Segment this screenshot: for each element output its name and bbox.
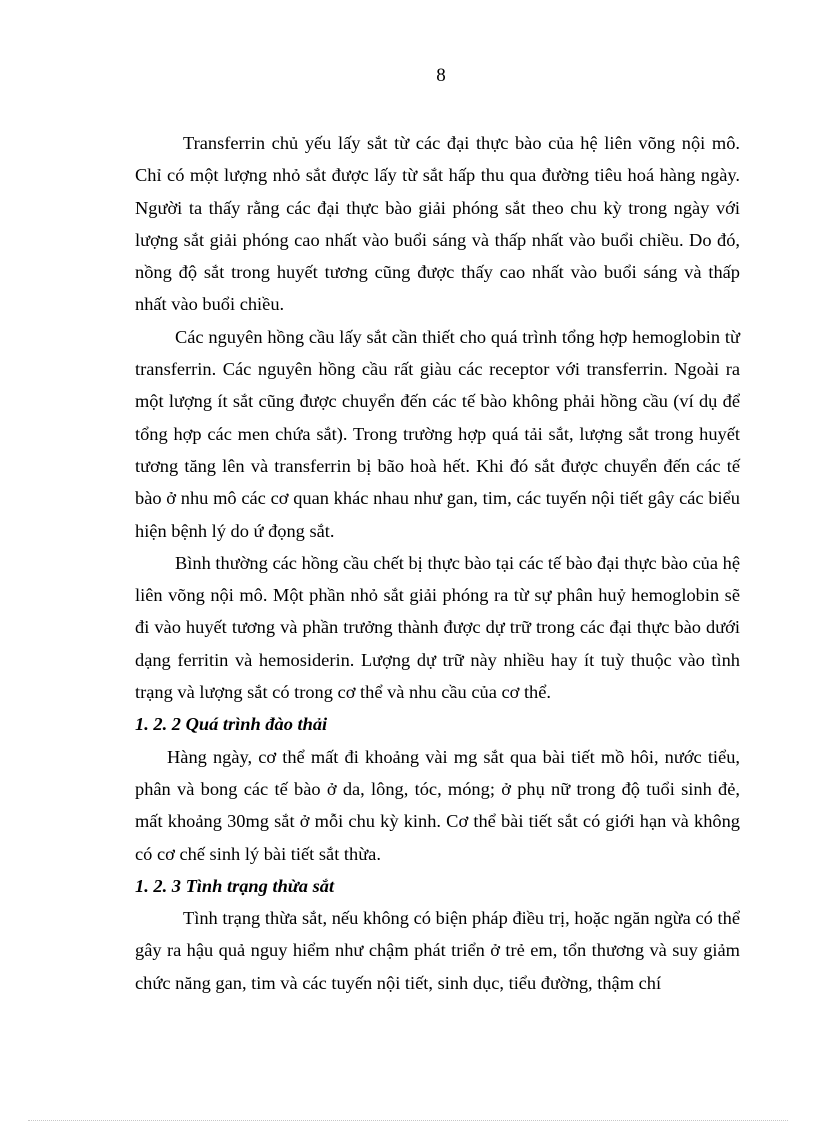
- paragraph-iron-overload: Tình trạng thừa sắt, nếu không có biện pháp điều trị, hoặc ngăn ngừa có thể gây ra hậu quả nguy hiểm như chậm phát triển ở trẻ em, tổn thương và suy giảm chức năng gan, tim và các tuyến nội tiết, sinh dục, tiểu đường, thậm chí: [135, 908, 740, 993]
- paragraph-iron-excretion: Hàng ngày, cơ thể mất đi khoảng vài mg sắt qua bài tiết mồ hôi, nước tiểu, phân và bong các tế bào ở da, lông, tóc, móng; ở phụ nữ trong độ tuổi sinh đẻ, mất khoảng 30mg sắt ở mỗi chu kỳ kinh. Cơ thể bài tiết sắt có giới hạn và không có cơ chế sinh lý bài tiết sắt thừa.: [135, 746, 740, 864]
- paragraph-erythroblast-uptake: Các nguyên hồng cầu lấy sắt cần thiết cho quá trình tổng hợp hemoglobin từ transferrin. Các nguyên hồng cầu rất giàu các receptor với transferrin. Ngoài ra một lượng ít sắt cũng được chuyển đến các tế bào không phải hồng cầu (ví dụ để tổng hợp các men chứa sắt). Trong trường hợp quá tải sắt, lượng sắt trong huyết tương tăng lên và transferrin bị bão hoà hết. Khi đó sắt được chuyển đến các tế bào ở nhu mô các cơ quan khác nhau như gan, tim, các tuyến nội tiết gây các biểu hiện bệnh lý do ứ đọng sắt.: [135, 326, 740, 541]
- document-body: [135, 127, 740, 999]
- section-heading-iron-overload: 1. 2. 3 Tình trạng thừa sắt: [135, 875, 335, 896]
- section-heading-excretion: 1. 2. 2 Quá trình đào thải: [135, 714, 328, 735]
- paragraph-macrophage-recycling: Bình thường các hồng cầu chết bị thực bào tại các tế bào đại thực bào của hệ liên võng nội mô. Một phần nhỏ sắt giải phóng ra từ sự phân huỷ hemoglobin sẽ đi vào huyết tương và phần trưởng thành được dự trữ trong các đại thực bào dưới dạng ferritin và hemosiderin. Lượng dự trữ này nhiều hay ít tuỳ thuộc vào tình trạng và lượng sắt có trong cơ thể và nhu cầu của cơ thể.: [135, 552, 740, 703]
- page-number: 8: [436, 65, 446, 86]
- paragraph-transferrin-source: Transferrin chủ yếu lấy sắt từ các đại thực bào của hệ liên võng nội mô. Chỉ có một lượng nhỏ sắt được lấy từ sắt hấp thu qua đường tiêu hoá hàng ngày. Người ta thấy rằng các đại thực bào giải phóng sắt theo chu kỳ trong ngày với lượng sắt giải phóng cao nhất vào buổi sáng và thấp nhất vào buổi chiều. Do đó, nồng độ sắt trong huyết tương cũng được thấy cao nhất vào buổi sáng và thấp nhất vào buổi chiều.: [135, 133, 740, 315]
- page-bottom-divider: [28, 1120, 788, 1121]
